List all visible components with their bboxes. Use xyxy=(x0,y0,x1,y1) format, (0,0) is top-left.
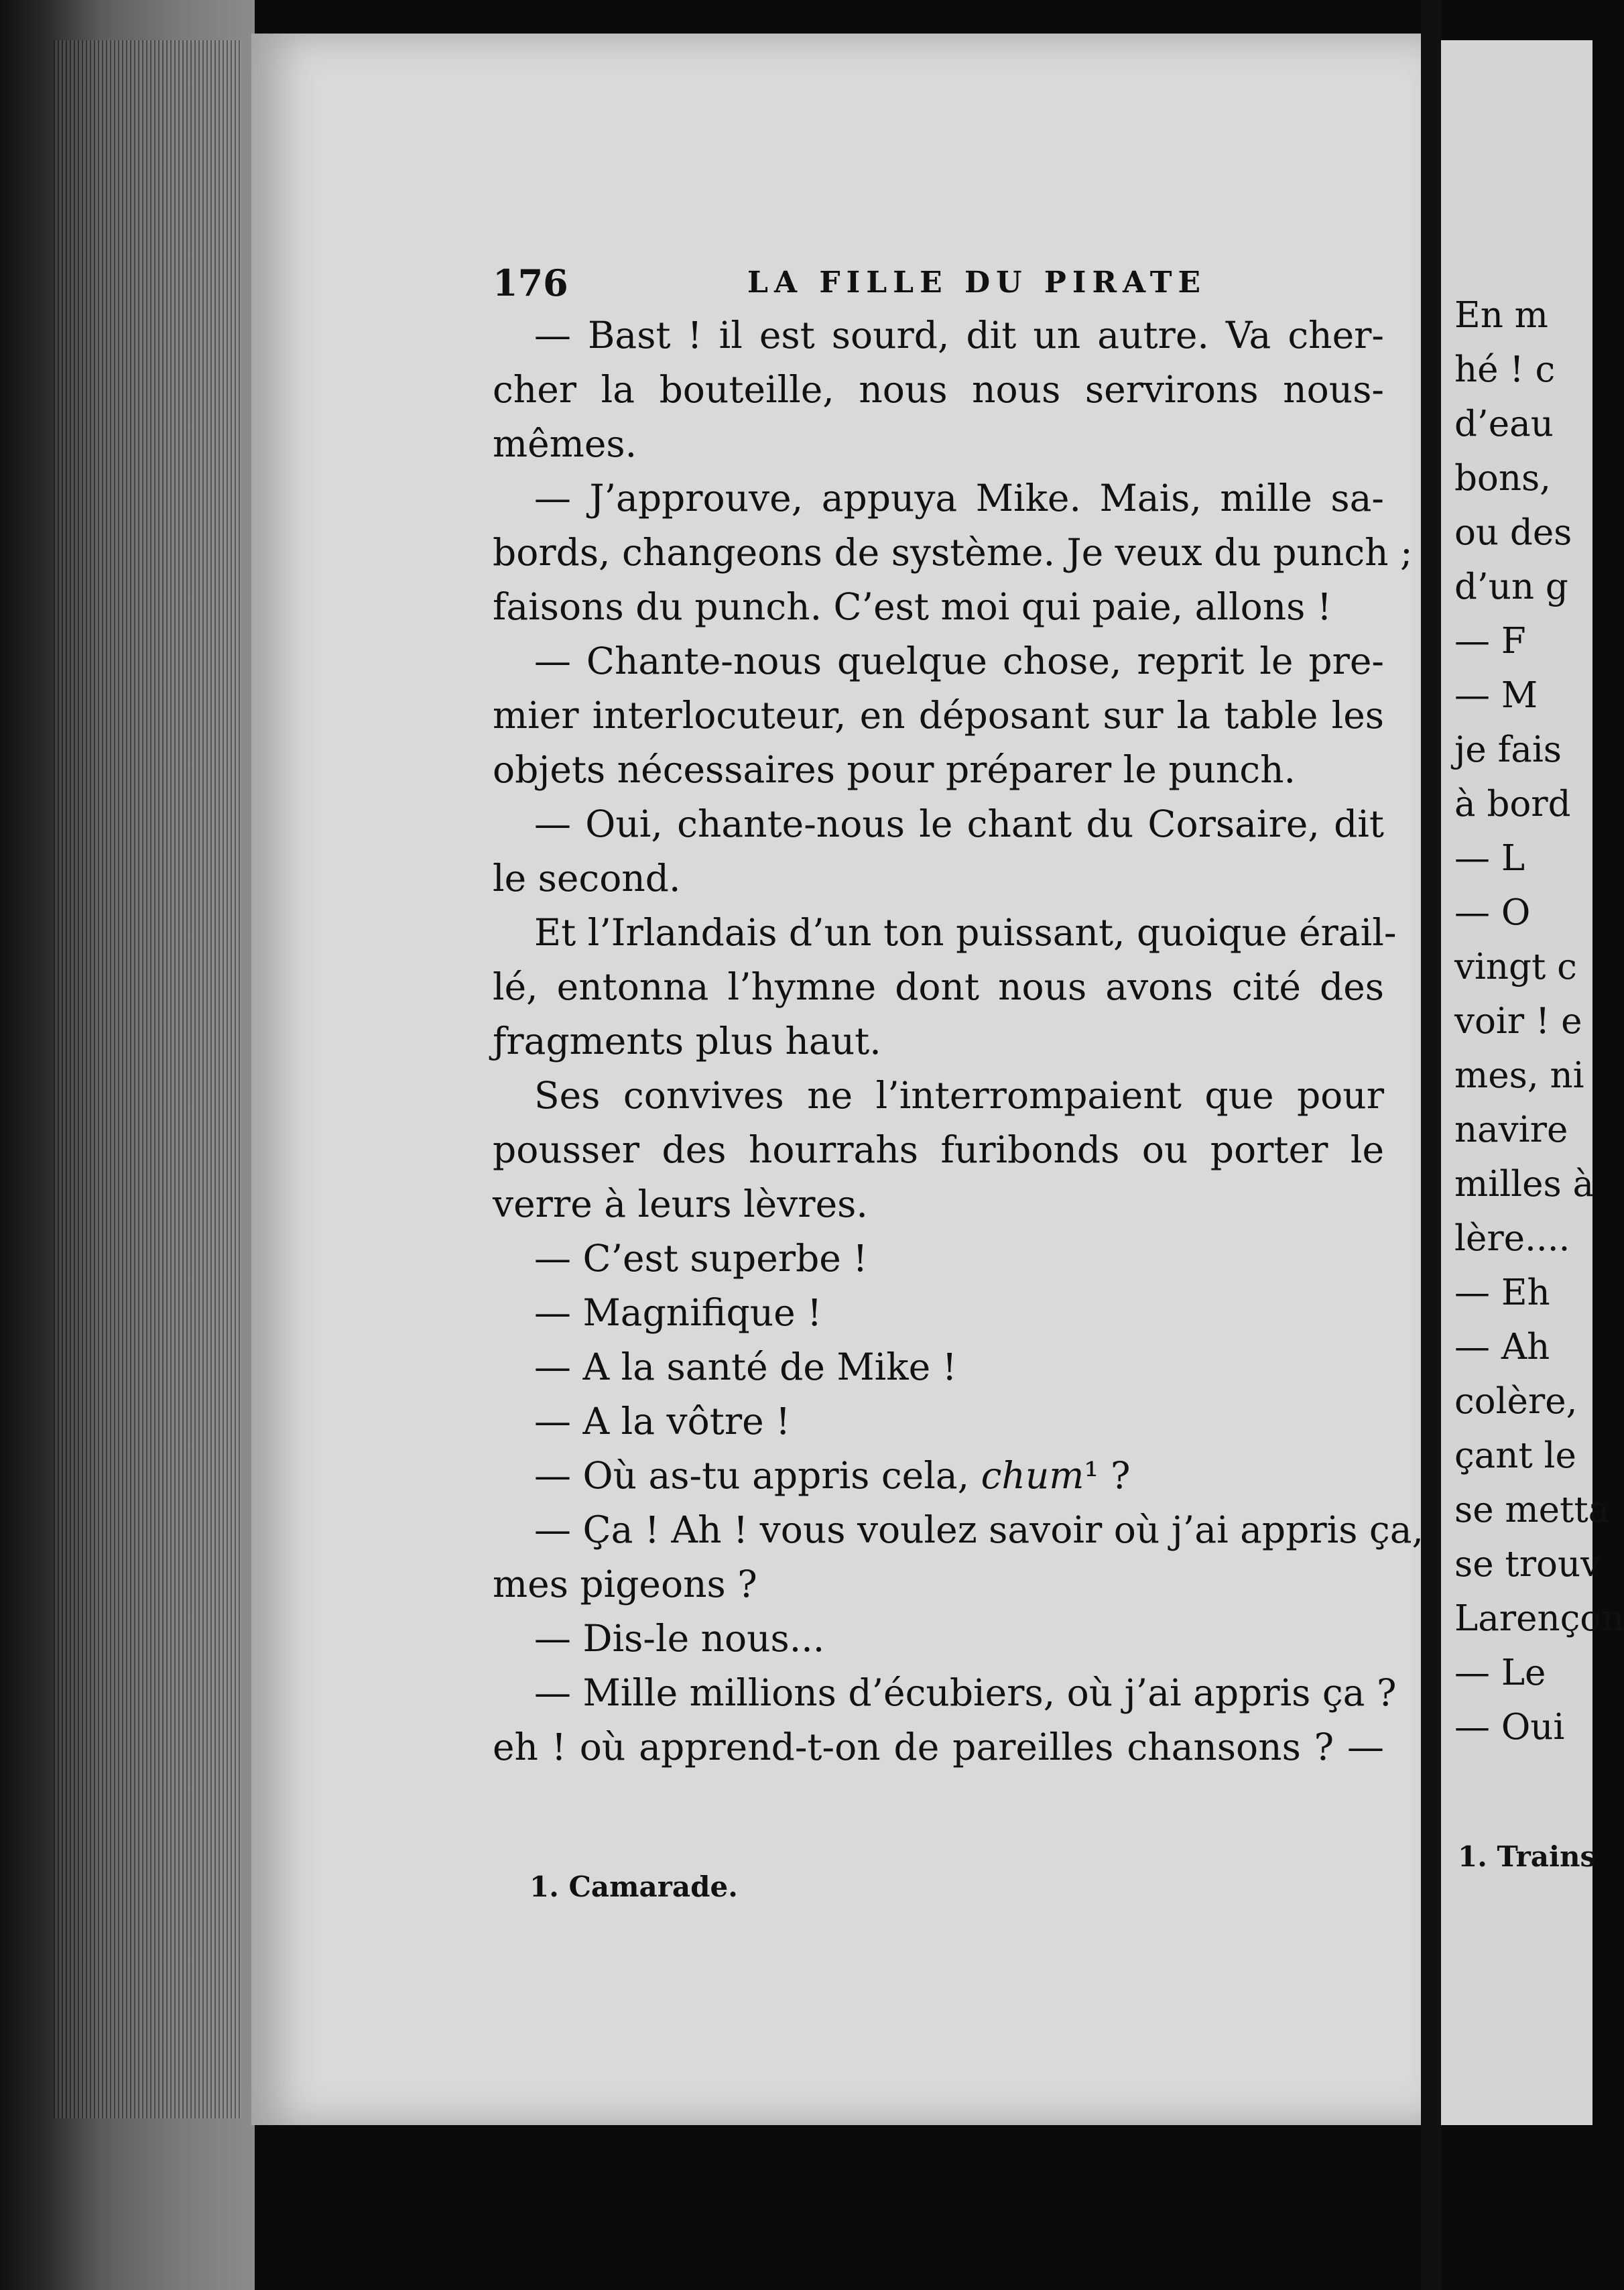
text-line: mes pigeons ? xyxy=(493,1563,757,1606)
right-text-line: colère, xyxy=(1454,1381,1578,1422)
page-number: 176 xyxy=(493,261,568,304)
text-line: verre à leurs lèvres. xyxy=(493,1183,868,1225)
text-line: pousser des hourrahs furibonds ou porter le xyxy=(493,1128,1384,1171)
running-title: LA FILLE DU PIRATE xyxy=(747,265,1207,300)
text-line: — Mille millions d’écubiers, où j’ai appris ça ? xyxy=(534,1671,1397,1714)
right-text-line: — Ah xyxy=(1454,1327,1550,1368)
right-text-line: vingt c xyxy=(1454,947,1577,987)
footnote-ref-mark: ¹ ? xyxy=(1084,1454,1131,1497)
text-line: — Chante-nous quelque chose, reprit le pre- xyxy=(534,640,1384,682)
right-text-line: à bord xyxy=(1454,784,1571,825)
footnote: 1. Camarade. xyxy=(529,1870,738,1903)
book-gutter xyxy=(1421,0,1441,2290)
right-text-line: çant le xyxy=(1454,1435,1576,1476)
text-line: — Dis-le nous... xyxy=(534,1617,825,1660)
text-line: le second. xyxy=(493,857,681,900)
text-line: Et l’Irlandais d’un ton puissant, quoique érail- xyxy=(534,911,1397,954)
right-text-line: — F xyxy=(1454,621,1526,662)
right-text-line: — Eh xyxy=(1454,1272,1550,1313)
page-edge-lines xyxy=(54,40,241,2118)
text-line: cher la bouteille, nous nous servirons nous- xyxy=(493,368,1384,411)
text-line: — C’est superbe ! xyxy=(534,1237,868,1280)
right-footnote: 1. Trains xyxy=(1458,1840,1597,1873)
text-line: — A la vôtre ! xyxy=(534,1400,791,1443)
text-line: ƒragments plus haut. xyxy=(493,1020,881,1063)
right-text-line: Larençon xyxy=(1454,1598,1624,1639)
text-line: objets nécessaires pour préparer le punch. xyxy=(493,748,1296,791)
right-text-line: lère.... xyxy=(1454,1218,1570,1259)
right-text-line: — M xyxy=(1454,675,1538,716)
book-page-edges xyxy=(0,0,255,2290)
running-header xyxy=(493,261,1384,302)
right-text-line: — O xyxy=(1454,892,1531,933)
text-line: eh ! où apprend-t-on de pareilles chansons ? — xyxy=(493,1726,1384,1768)
text-line: bords, changeons de système. Je veux du punch ; xyxy=(493,531,1413,574)
text-line: Ses convives ne l’interrompaient que pour xyxy=(534,1074,1384,1117)
right-text-line: se metta xyxy=(1454,1490,1610,1530)
right-text-line: se trouv xyxy=(1454,1544,1601,1585)
text-line: — Bast ! il est sourd, dit un autre. Va cher- xyxy=(534,314,1384,357)
right-text-line: hé ! c xyxy=(1454,349,1556,390)
right-text-line: — Oui xyxy=(1454,1707,1565,1748)
text-line: — Oui, chante-nous le chant du Corsaire, dit xyxy=(534,802,1384,845)
text-line: — Ça ! Ah ! vous voulez savoir où j’ai appris ça, xyxy=(534,1508,1424,1551)
right-text-line: — Le xyxy=(1454,1652,1546,1693)
text-line: faisons du punch. C’est moi qui paie, allons ! xyxy=(493,585,1332,628)
right-text-line: ou des xyxy=(1454,512,1572,553)
right-text-line: milles à xyxy=(1454,1164,1595,1205)
right-text-line: d’eau xyxy=(1454,404,1554,444)
chum-word: chum xyxy=(981,1454,1084,1497)
text-line: mêmes. xyxy=(493,422,637,465)
right-text-line: d’un g xyxy=(1454,566,1568,607)
right-text-line: bons, xyxy=(1454,458,1552,499)
text-line: — A la santé de Mike ! xyxy=(534,1345,957,1388)
text-line: — Où as-tu appris cela, xyxy=(534,1454,981,1497)
right-text-line: — L xyxy=(1454,838,1525,879)
text-line: — J’approuve, appuya Mike. Mais, mille sa- xyxy=(534,477,1384,520)
right-text-line: voir ! e xyxy=(1454,1001,1582,1042)
text-line: — Magnifique ! xyxy=(534,1291,822,1334)
right-page-text xyxy=(1454,288,1624,1754)
text-line: lé, entonna l’hymne dont nous avons cité des xyxy=(493,965,1384,1008)
right-text-line: je fais xyxy=(1454,729,1562,770)
right-text-line: En m xyxy=(1454,295,1548,336)
text-line-chum xyxy=(493,1449,1384,1503)
right-text-line: mes, ni xyxy=(1454,1055,1584,1096)
body-text xyxy=(493,308,1424,1774)
text-line: mier interlocuteur, en déposant sur la table les xyxy=(493,694,1384,737)
right-text-line: navire xyxy=(1454,1109,1568,1150)
